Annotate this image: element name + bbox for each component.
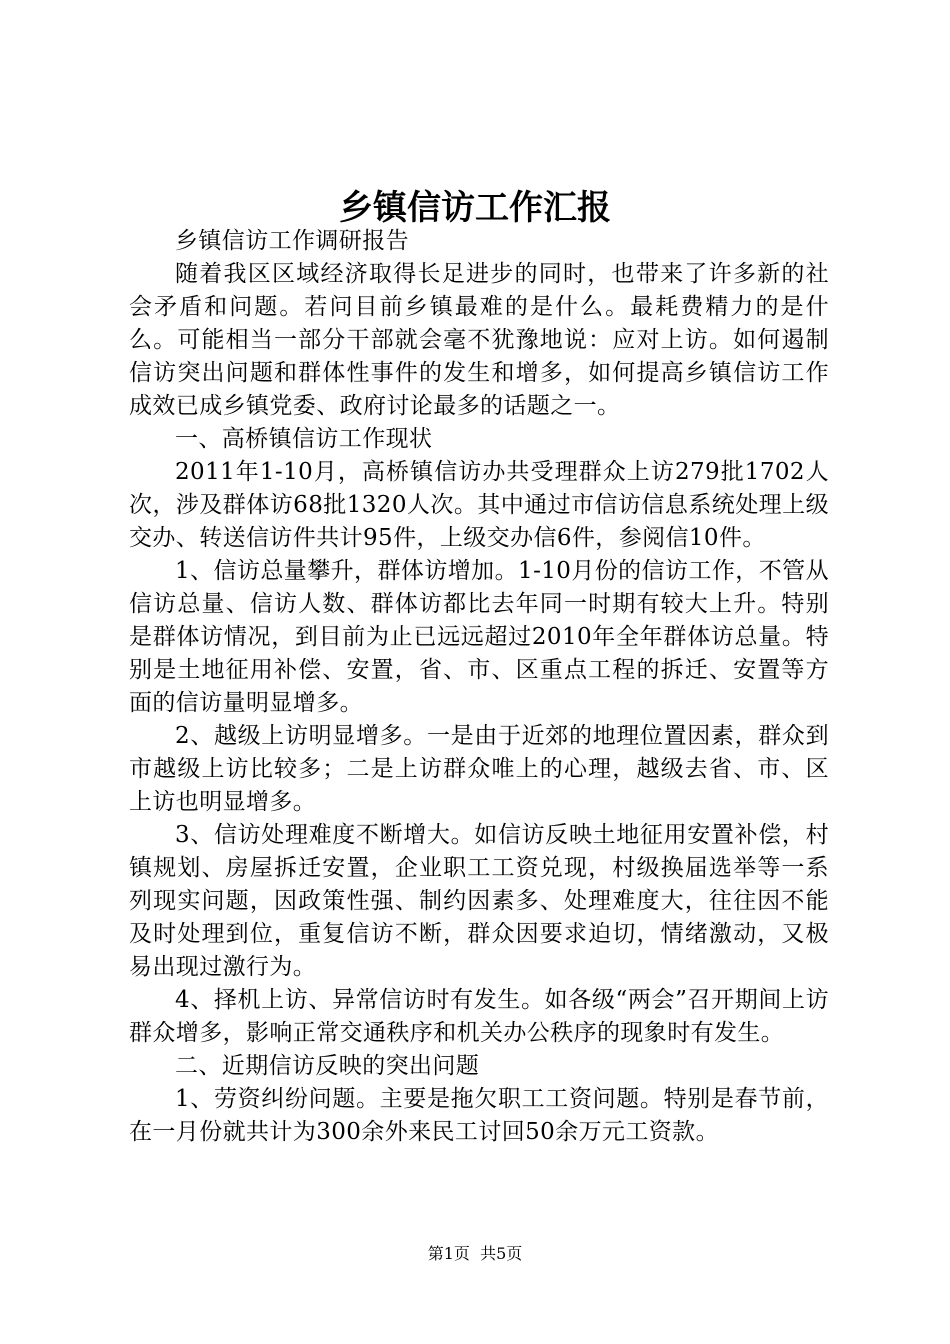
page-footer <box>0 1243 950 1265</box>
section-heading-2: 二、近期信访反映的突出问题 <box>175 1053 480 1079</box>
page-number: 第1页 <box>427 1244 470 1263</box>
paragraph-statistics: 2011年1-10月，高桥镇信访办共受理群众上访279批1702人次，涉及群体访68批1320人次。其中通过市信访信息系统处理上级交办、转送信访件共计95件，上级交办信6件，参阅信10件。 <box>129 459 829 551</box>
paragraph-point-1: 1、信访总量攀升，群体访增加。1-10月份的信访工作，不管从信访总量、信访人数、群体访都比去年同一时期有较大上升。特别是群体访情况，到目前为止已远远超过2010年全年群体访总量。特别是土地征用补偿、安置，省、市、区重点工程的拆迁、安置等方面的信访量明显增多。 <box>129 558 829 716</box>
footer-spacer <box>470 1244 480 1263</box>
paragraph-point-2: 2、越级上访明显增多。一是由于近郊的地理位置因素，群众到市越级上访比较多；二是上访群众唯上的心理，越级去省、市、区上访也明显增多。 <box>129 723 829 815</box>
section-heading-1: 一、高桥镇信访工作现状 <box>175 426 433 452</box>
document-title: 乡镇信访工作汇报 <box>339 188 611 228</box>
page-total: 共5页 <box>480 1244 523 1263</box>
paragraph-point-3: 3、信访处理难度不断增大。如信访反映土地征用安置补偿，村镇规划、房屋拆迁安置，企业职工工资兑现，村级换届选举等一系列现实问题，因政策性强、制约因素多、处理难度大，往往因不能及时处理到位，重复信访不断，群众因要求迫切，情绪激动，又极易出现过激行为。 <box>129 822 829 980</box>
paragraph-subtitle: 乡镇信访工作调研报告 <box>175 228 409 254</box>
document-body <box>129 225 829 1149</box>
paragraph-intro: 随着我区区域经济取得长足进步的同时，也带来了许多新的社会矛盾和问题。若问目前乡镇最难的是什么。最耗费精力的是什么。可能相当一部分干部就会毫不犹豫地说：应对上访。如何遏制信访突出问题和群体性事件的发生和增多，如何提高乡镇信访工作成效已成乡镇党委、政府讨论最多的话题之一。 <box>129 261 829 419</box>
paragraph-issue-1: 1、劳资纠纷问题。主要是拖欠职工工资问题。特别是春节前，在一月份就共计为300余外来民工讨回50余万元工资款。 <box>129 1086 829 1145</box>
paragraph-point-4: 4、择机上访、异常信访时有发生。如各级“两会”召开期间上访群众增多，影响正常交通秩序和机关办公秩序的现象时有发生。 <box>129 987 829 1046</box>
